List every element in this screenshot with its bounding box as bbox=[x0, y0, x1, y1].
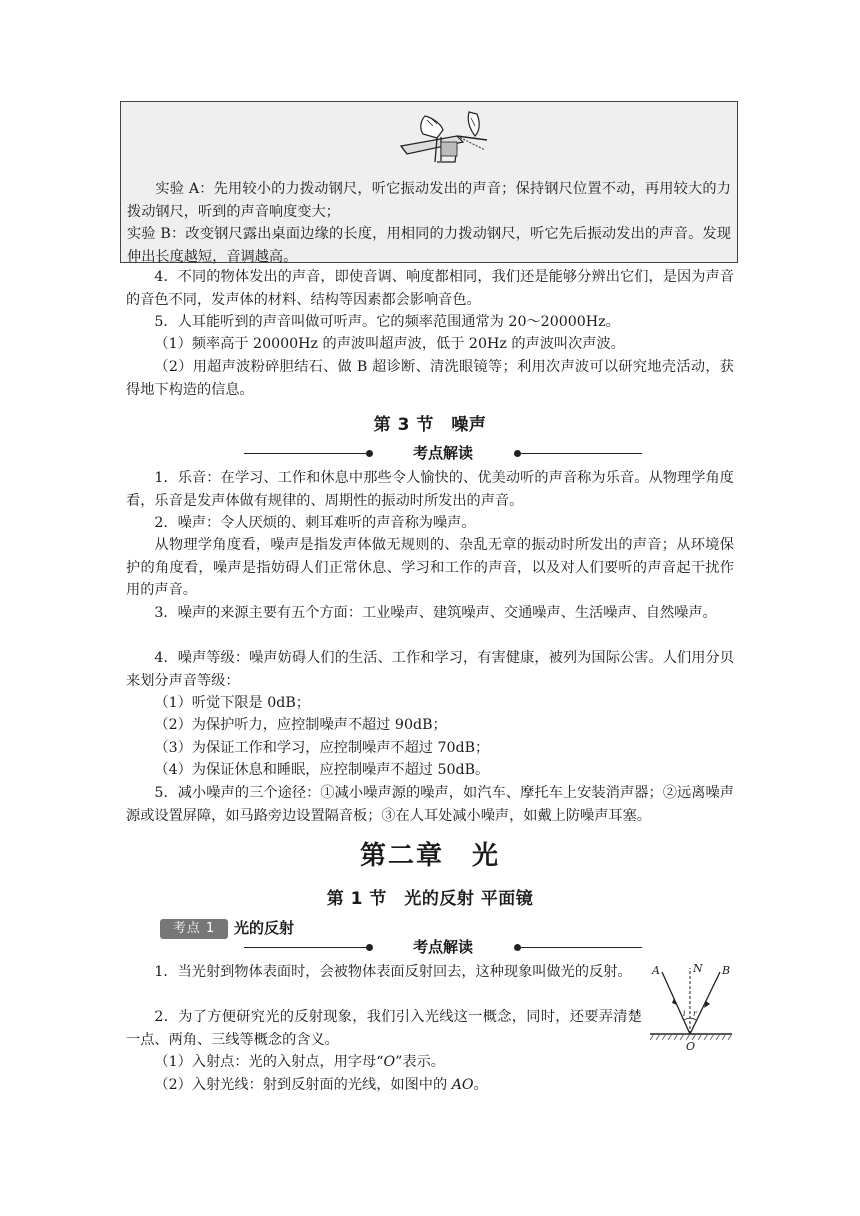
paragraph-level-1: （1）听觉下限是 0dB； bbox=[154, 695, 310, 711]
paragraph-noise-levels: 4．噪声等级：噪声妨碍人们的生活、工作和学习，有害健康，被列为国际公害。人们用分贝来划分声音等级： bbox=[126, 650, 734, 689]
paragraph-incident-ray: （2）入射光线：射到反射面的光线，如图中的 AO。 bbox=[154, 1077, 488, 1093]
label-a: A bbox=[652, 964, 660, 977]
kaodian-topic: 光的反射 bbox=[234, 919, 295, 937]
paragraph-ultrasound-uses: （2）用超声波粉碎胆结石、做 B 超诊断、清洗眼镜等；利用次声波可以研究地壳活动，获得地下构造的信息。 bbox=[126, 359, 734, 398]
label-b: B bbox=[722, 964, 731, 977]
divider-label-2: 考点解读 bbox=[412, 938, 473, 956]
paragraph-musical-sound: 1．乐音：在学习、工作和休息中那些令人愉快的、优美动听的声音称为乐音。从物理学角度看，乐音是发声体做有规律的、周期性的振动时所发出的声音。 bbox=[126, 470, 734, 509]
paragraph-timbre: 4．不同的物体发出的声音，即使音调、响度都相同，我们还是能够分辨出它们，是因为声音的音色不同，发声体的材料、结构等因素都会影响音色。 bbox=[126, 269, 734, 308]
chapter-title: 第二章 光 bbox=[359, 841, 500, 871]
paragraph-noise-sources: 3．噪声的来源主要有五个方面：工业噪声、建筑噪声、交通噪声、生活噪声、自然噪声。 bbox=[154, 605, 717, 621]
divider-kaodian bbox=[244, 443, 642, 463]
paragraph-level-3: （3）为保证工作和学习，应控制噪声不超过 70dB； bbox=[154, 740, 490, 756]
section-title-reflection: 第 1 节 光的反射 平面镜 bbox=[326, 889, 534, 909]
paragraph-level-2: （2）为保护听力，应控制噪声不超过 90dB； bbox=[154, 717, 447, 733]
label-i: i bbox=[683, 1009, 686, 1018]
label-o: O bbox=[686, 1040, 696, 1052]
divider-label: 考点解读 bbox=[412, 444, 473, 462]
reflection-diagram bbox=[644, 960, 736, 1052]
kaodian-badge: 考点 1 bbox=[160, 919, 228, 939]
steel-ruler-illustration bbox=[397, 106, 491, 170]
paragraph-incidence-point: （1）入射点：光的入射点，用字母“O”表示。 bbox=[154, 1054, 445, 1070]
experiment-box bbox=[120, 101, 738, 263]
paragraph-reflection-concepts: 2．为了方便研究光的反射现象，我们引入光线这一概念，同时，还要弄清楚一点、两角、三线等概念的含义。 bbox=[126, 1009, 642, 1048]
label-n: N bbox=[693, 962, 703, 975]
paragraph-noise-def: 2．噪声：令人厌烦的、刺耳难听的声音称为噪声。 bbox=[154, 515, 476, 531]
paragraph-audible-sound: 5．人耳能听到的声音叫做可听声。它的频率范围通常为 20～20000Hz。 bbox=[154, 314, 620, 330]
divider-kaodian-2 bbox=[244, 937, 642, 957]
experiment-b-text: 实验 B：改变钢尺露出桌面边缘的长度，用相同的力拨动钢尺，听它先后振动发出的声音。发现伸出长度越短，音调越高。 bbox=[127, 226, 731, 265]
label-r: r bbox=[693, 1009, 697, 1018]
section-title-noise: 第 3 节 噪声 bbox=[373, 415, 487, 435]
paragraph-noise-reduction: 5．减小噪声的三个途径：①减小噪声源的噪声，如汽车、摩托车上安装消声器；②远离噪声源或设置屏障，如马路旁边设置隔音板；③在人耳处减小噪声，如戴上防噪声耳塞。 bbox=[126, 785, 734, 824]
paragraph-ultrasound: （1）频率高于 20000Hz 的声波叫超声波，低于 20Hz 的声波叫次声波。 bbox=[154, 336, 625, 352]
paragraph-noise-physics: 从物理学角度看，噪声是指发声体做无规则的、杂乱无章的振动时所发出的声音；从环境保护的角度看，噪声是指妨碍人们正常休息、学习和工作的声音，以及对人们要听的声音起干扰作用的声音。 bbox=[126, 537, 734, 598]
paragraph-level-4: （4）为保证休息和睡眠，应控制噪声不超过 50dB。 bbox=[154, 762, 490, 778]
paragraph-reflection-def: 1．当光射到物体表面时，会被物体表面反射回去，这种现象叫做光的反射。 bbox=[154, 964, 632, 980]
experiment-a-text: 实验 A：先用较小的力拨动钢尺，听它振动发出的声音；保持钢尺位置不动，再用较大的力拨动钢尺，听到的声音响度变大； bbox=[127, 181, 731, 220]
